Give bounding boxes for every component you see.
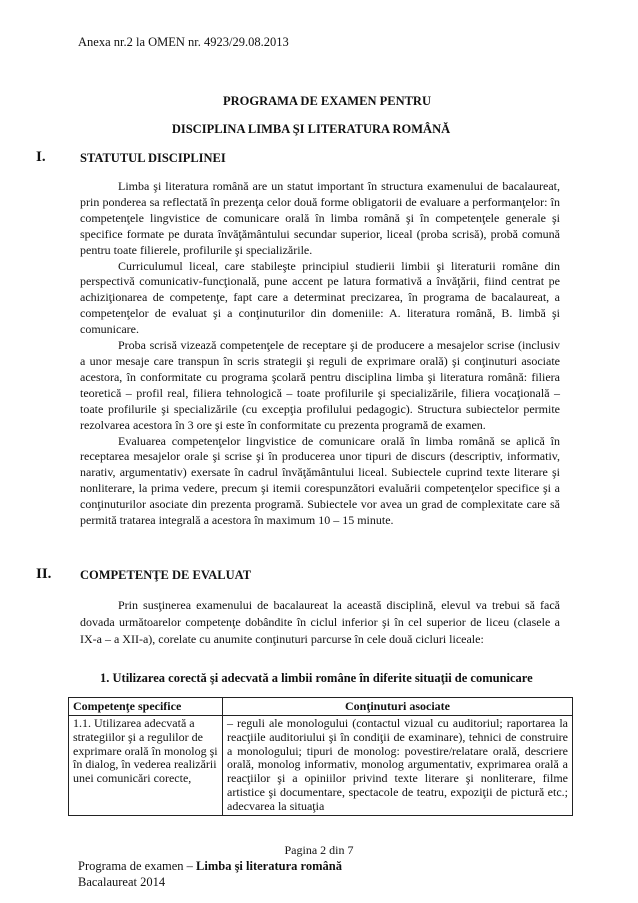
footer-program-line	[78, 859, 342, 874]
footer-exam-year: Bacalaureat 2014	[78, 875, 166, 889]
footer-program-subject: Limba şi literatura română	[196, 859, 342, 873]
document-title-line1: PROGRAMA DE EXAMEN PENTRU	[223, 94, 431, 108]
section2-intro	[80, 597, 560, 648]
footer-program-prefix: Programa de examen –	[78, 859, 197, 873]
table-header-row	[69, 698, 573, 716]
table-row	[69, 716, 573, 816]
section1-paragraph: Proba scrisă vizează competenţele de receptare şi de producere a mesajelor scrise (inclusiv a unor mesaje care transpun în scris strategii şi reguli de exprimare orală) şi conţinuturi asociate acestora, în conformitate cu programa şcolară pentru disciplina limba şi literatura română: filiera teoretică – profil real, filiera tehnologică – toate profilurile şi specializările, filiera vocaţională – toate profilurile şi specializările (cu excepţia profilului pedagogic). Structura subiectelor permite rezolvarea acestora în 3 ore şi este în conformitate cu prezenta programă de examen.	[80, 338, 560, 432]
competences-table	[68, 697, 573, 816]
section1-numeral: I.	[36, 149, 46, 165]
section2-numeral: II.	[36, 566, 52, 582]
page-number: Pagina 2 din 7	[284, 843, 354, 857]
section2-heading: COMPETENŢE DE EVALUAT	[80, 568, 252, 582]
section1-paragraph: Evaluarea competenţelor lingvistice de comunicare orală în limba română se aplică în receptarea mesajelor orale şi scrise şi în producerea unor tipuri de discurs (descriptiv, informativ, narativ, argumentativ) exersate în cadrul învăţământului liceal. Subiectele cuprind texte literare şi nonliterare, la prima vedere, precum şi itemii corespunzători evaluării competenţelor specifice şi a conţinuturilor asociate din prezenta programă. Subiectele vor avea un grad de complexitate care să permită tratarea integrală a acestora în maximum 10 – 15 minute.	[80, 433, 560, 528]
table-header-contents: Conţinuturi asociate	[223, 698, 573, 716]
section2-intro-paragraph: Prin susţinerea examenului de bacalaureat la această disciplină, elevul va trebui să facă dovada următoarelor competenţe dobândite în ciclul inferior şi în cel superior de liceu (clasele a IX-a – a XII-a), corelate cu anumite conţinuturi parcurse în cele două cicluri liceale:	[80, 598, 560, 646]
header-note: Anexa nr.2 la OMEN nr. 4923/29.08.2013	[78, 35, 289, 49]
section1-paragraph: Curriculumul liceal, care stabileşte principiul studierii limbii şi literaturii române din perspectivă comunicativ-funcţională, pune accent pe latura formativă a învăţării, fiind centrat pe achiziţionarea de competenţe, fapt care a determinat precizarea, în programa de bacalaureat, a competenţelor de evaluat şi a conţinuturilor din domeniile: A. literatura română, B. limbă şi comunicare.	[80, 258, 560, 337]
section1-body	[80, 179, 560, 529]
document-title-line2: DISCIPLINA LIMBA ŞI LITERATURA ROMÂNĂ	[171, 122, 451, 136]
section1-paragraph: Limba şi literatura română are un statut important în structura examenului de bacalaureat, prin ponderea sa reflectată în prezenţa celor două forme obligatorii de evaluare a performanţelor: în competenţele lingvistice de comunicare orală în limba română şi în competenţele generale şi specifice formate pe durata învăţământului secundar superior, liceal (proba scrisă), probă comună pentru toate filierele, profilurile şi specializările.	[80, 179, 560, 257]
table-cell-competence: 1.1. Utilizarea adecvată a strategiilor şi a regulilor de exprimare orală în monolog şi în dialog, în vederea realizării unei comunicări corecte,	[69, 716, 223, 816]
section1-heading: STATUTUL DISCIPLINEI	[80, 151, 226, 165]
competence-subheading: 1. Utilizarea corectă şi adecvată a limbii române în diferite situaţii de comunicare	[100, 671, 533, 685]
table-header-competences: Competenţe specifice	[69, 698, 223, 716]
table-cell-content: – reguli ale monologului (contactul vizual cu auditoriul; raportarea la reacţiile auditoriului şi în condiţii de examinare), tehnici de construire a monologului; tipuri de monolog: povestire/relatare orală, descriere orală, monolog informativ, monolog argumentativ, exprimarea orală a reacţiilor şi a opiniilor privind texte literare şi nonliterare, filme artistice şi documentare, spectacole de teatru, expoziţii de pictură etc.; adecvarea la situaţia	[223, 716, 573, 816]
